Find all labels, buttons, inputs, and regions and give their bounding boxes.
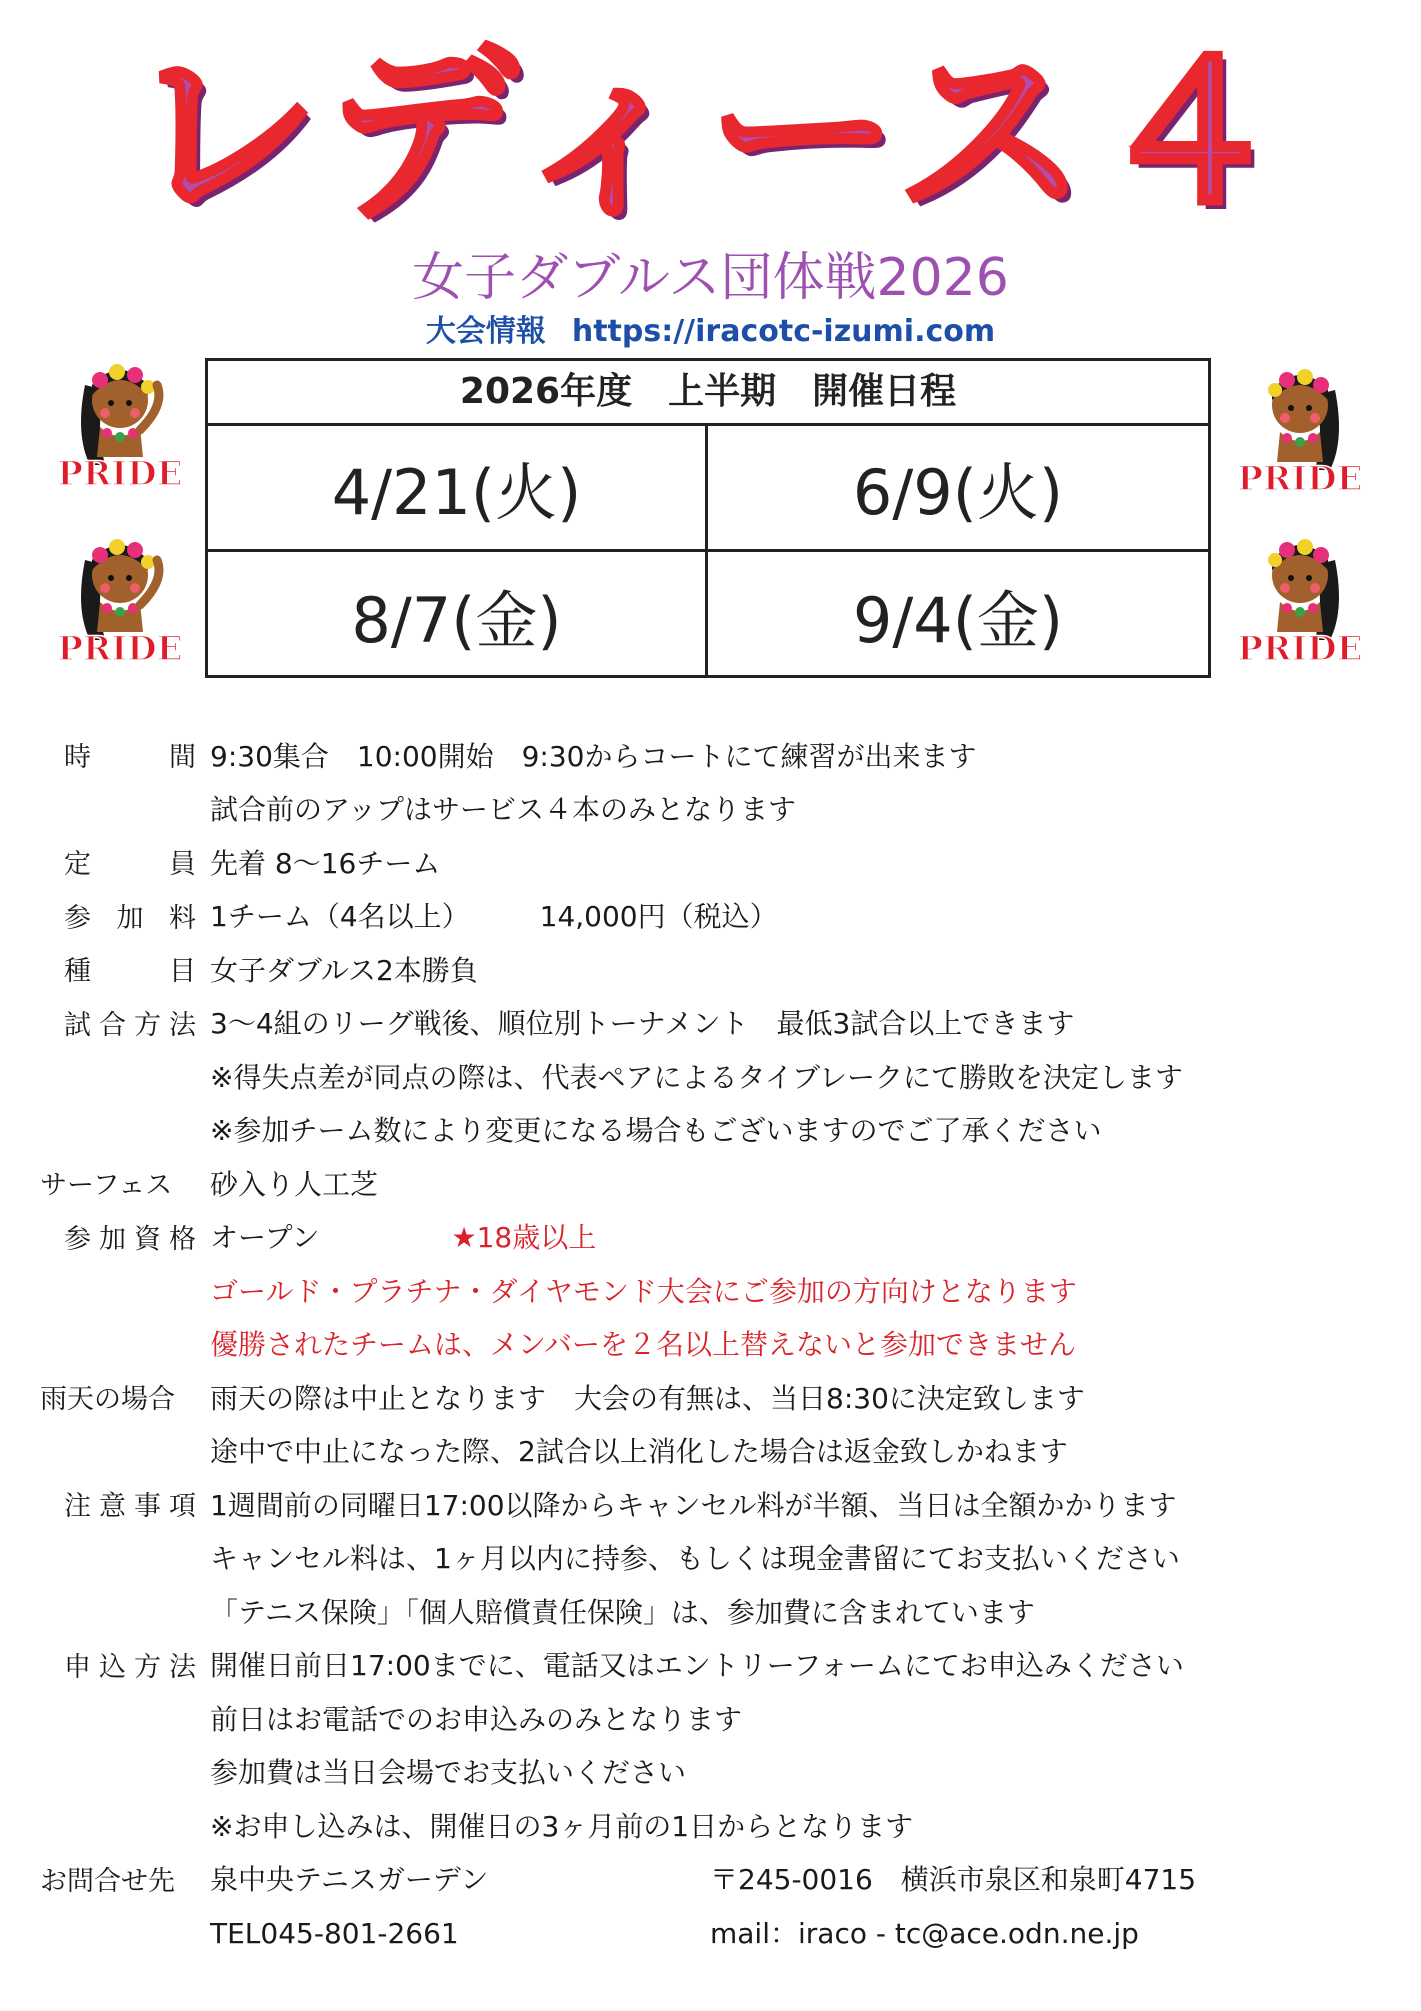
detail-row-time bbox=[40, 728, 1380, 782]
detail-text: ※得失点差が同点の際は、代表ペアによるタイブレークにて勝敗を決定します bbox=[210, 1060, 1183, 1094]
detail-text: 参加費は当日会場でお支払いください bbox=[210, 1756, 687, 1790]
eligibility-age: ★18歳以上 bbox=[451, 1221, 597, 1255]
detail-text-alert: 優勝されたチームは、メンバーを２名以上替えないと参加できません bbox=[210, 1328, 1077, 1362]
svg-text:PRIDE: PRIDE bbox=[1237, 459, 1363, 499]
detail-label: お問合せ先 bbox=[40, 1865, 175, 1897]
detail-row-format-cont bbox=[40, 1049, 1380, 1103]
detail-text: ※参加チーム数により変更になる場合もございますのでご了承ください bbox=[210, 1114, 1102, 1148]
contact-phone[interactable]: TEL045-801-2661 bbox=[210, 1916, 459, 1950]
detail-row-notes-cont bbox=[40, 1584, 1380, 1638]
detail-row-format-cont bbox=[40, 1103, 1380, 1157]
svg-text:PRIDE: PRIDE bbox=[57, 629, 183, 669]
detail-text bbox=[210, 895, 1380, 935]
details-list bbox=[40, 728, 1380, 1959]
detail-row-apply bbox=[40, 1638, 1380, 1692]
detail-text: 雨天の際は中止となります 大会の有無は、当日8:30に決定致します bbox=[210, 1381, 1085, 1415]
detail-row-apply-cont bbox=[40, 1745, 1380, 1799]
mascot-pride-icon bbox=[45, 345, 195, 495]
detail-row-contact bbox=[40, 1852, 1380, 1906]
page-subtitle: 女子ダブルス団体戦2026 bbox=[412, 248, 1009, 308]
detail-text: 途中で中止になった際、2試合以上消化した場合は返金致しかねます bbox=[210, 1435, 1068, 1469]
schedule-date: 8/7(金) bbox=[208, 552, 708, 678]
detail-row-apply-cont bbox=[40, 1691, 1380, 1745]
detail-text: 9:30集合 10:00開始 9:30からコートにて練習が出来ます bbox=[210, 739, 977, 773]
detail-text: 試合前のアップはサービス４本のみとなります bbox=[210, 793, 797, 827]
detail-label: 時 間 bbox=[64, 742, 196, 774]
eligibility-open: オープン bbox=[210, 1221, 320, 1255]
detail-row-capacity bbox=[40, 835, 1380, 889]
detail-text bbox=[210, 1216, 1380, 1256]
detail-text: 「テニス保険」「個人賠償責任保険」は、参加費に含まれています bbox=[210, 1595, 1035, 1629]
detail-label: 雨天の場合 bbox=[40, 1384, 175, 1416]
mascot-pride-icon bbox=[45, 520, 195, 670]
detail-row-notes-cont bbox=[40, 1531, 1380, 1585]
detail-row-fee bbox=[40, 889, 1380, 943]
detail-text: 開催日前日17:00までに、電話又はエントリーフォームにてお申込みください bbox=[210, 1649, 1184, 1683]
contact-address: 〒245-0016 横浜市泉区和泉町4715 bbox=[710, 1863, 1197, 1897]
detail-text bbox=[210, 1912, 1380, 1952]
detail-text: 砂入り人工芝 bbox=[210, 1167, 379, 1201]
detail-text: 3～4組のリーグ戦後、順位別トーナメント 最低3試合以上できます bbox=[210, 1007, 1075, 1041]
svg-text:PRIDE: PRIDE bbox=[57, 454, 183, 494]
detail-text: 1週間前の同曜日17:00以降からキャンセル料が半額、当日は全額かかります bbox=[210, 1488, 1177, 1522]
detail-text bbox=[210, 1858, 1380, 1898]
detail-row-rain-cont bbox=[40, 1424, 1380, 1478]
detail-text-alert: ゴールド・プラチナ・ダイヤモンド大会にご参加の方向けとなります bbox=[210, 1274, 1077, 1308]
detail-label: 参 加 料 bbox=[64, 902, 196, 934]
info-line bbox=[0, 312, 1421, 352]
detail-label: 試合方法 bbox=[64, 1009, 196, 1041]
schedule-heading: 2026年度 上半期 開催日程 bbox=[208, 361, 1208, 426]
mascot-pride-icon bbox=[1225, 350, 1375, 500]
mascot-pride-icon bbox=[1225, 520, 1375, 670]
detail-row-eligibility-cont bbox=[40, 1317, 1380, 1371]
info-url-link[interactable]: https://iracotc-izumi.com bbox=[571, 314, 996, 349]
contact-email-link[interactable]: mail：iraco - tc@ace.odn.ne.jp bbox=[710, 1916, 1139, 1950]
fee-amount: 14,000円（税込） bbox=[539, 900, 778, 934]
detail-text: ※お申し込みは、開催日の3ヶ月前の1日からとなります bbox=[210, 1809, 914, 1843]
detail-label: 申込方法 bbox=[64, 1651, 196, 1683]
schedule-date: 4/21(火) bbox=[208, 426, 708, 552]
detail-row-notes bbox=[40, 1477, 1380, 1531]
detail-row-apply-cont bbox=[40, 1798, 1380, 1852]
detail-row-rain bbox=[40, 1370, 1380, 1424]
info-label: 大会情報 bbox=[425, 314, 546, 349]
detail-row-time-cont bbox=[40, 782, 1380, 836]
detail-row-contact-cont bbox=[40, 1905, 1380, 1959]
detail-label: 注意事項 bbox=[64, 1491, 196, 1523]
detail-label: 種 目 bbox=[64, 956, 196, 988]
detail-text: 女子ダブルス2本勝負 bbox=[210, 953, 478, 987]
detail-row-eligibility-cont bbox=[40, 1263, 1380, 1317]
schedule-date: 6/9(火) bbox=[708, 426, 1208, 552]
detail-row-format bbox=[40, 996, 1380, 1050]
detail-text: 先着 8～16チーム bbox=[210, 846, 441, 880]
fee-team: 1チーム（4名以上） bbox=[210, 900, 470, 934]
detail-label: 定 員 bbox=[64, 849, 196, 881]
page-title: レディース４ bbox=[128, 24, 1293, 245]
detail-label: 参加資格 bbox=[64, 1223, 196, 1255]
detail-row-eligibility bbox=[40, 1210, 1380, 1264]
detail-text: 前日はお電話でのお申込みのみとなります bbox=[210, 1702, 743, 1736]
detail-row-surface bbox=[40, 1156, 1380, 1210]
svg-text:PRIDE: PRIDE bbox=[1237, 629, 1363, 669]
detail-text: キャンセル料は、1ヶ月以内に持参、もしくは現金書留にてお支払いください bbox=[210, 1542, 1180, 1576]
schedule-table bbox=[205, 358, 1211, 678]
schedule-date: 9/4(金) bbox=[852, 583, 1064, 657]
detail-label: サーフェス bbox=[40, 1170, 173, 1202]
contact-venue: 泉中央テニスガーデン bbox=[210, 1863, 489, 1897]
detail-row-event bbox=[40, 942, 1380, 996]
